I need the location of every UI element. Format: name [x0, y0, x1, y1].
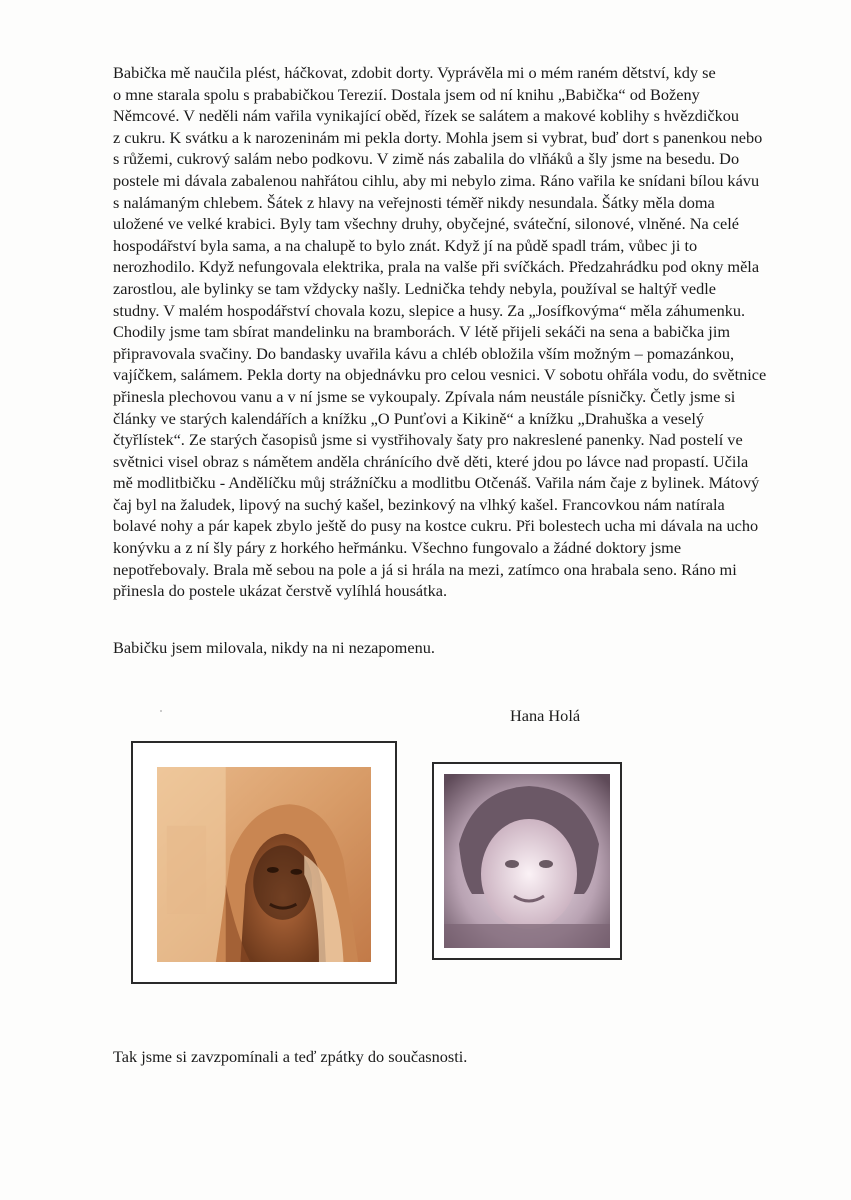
paragraph-line: světnici visel obraz s námětem anděla chránícího dvě děti, které jdou po lávce nad propastí. Učila [113, 451, 749, 471]
paragraph-line: připravovala svačiny. Do bandasky uvařila kávu a chléb obložila vším možným – pomazánkou, [113, 343, 735, 363]
paragraph-line: Chodily jsme tam sbírat mandelinku na bramborách. V létě přijeli sekáči na sena a babička jim [113, 322, 731, 342]
paragraph-line: nepotřebovaly. Brala mě sebou na pole a já si hrála na mezi, zatímco ona hrabala seno. Ráno mi [113, 559, 737, 579]
scan-speck [160, 710, 162, 712]
closing-sentence: Babičku jsem milovala, nikdy na ni nezapomenu. [113, 638, 435, 657]
paragraph-line: Němcové. V neděli nám vařila vynikající oběd, řízek se salátem a makové koblihy s hvězdičkou [113, 106, 740, 126]
paragraph-line: články ve starých kalendářích a knížku „O Punťovi a Kikině“ a knížku „Drahuška a veselý [113, 408, 705, 428]
paragraph-line: studny. V malém hospodářství chovala kozu, slepice a husy. Za „Josífkovýma“ měla záhumenku. [113, 300, 746, 320]
paragraph-line: konývku a z ní šly páry z horkého heřmánku. Všechno fungovalo a žádné doktory jsme [113, 538, 682, 558]
main-paragraph [113, 62, 767, 602]
paragraph-line: bolavé nohy a pár kapek zbylo ještě do pusy na kostce cukru. Při bolestech ucha mi dávala na ucho [113, 516, 759, 536]
paragraph-line: přinesla do postele ukázat čerstvě vylíhlá housátka. [113, 581, 448, 601]
photo-grandmother [157, 767, 371, 962]
paragraph-line: vajíčkem, salámem. Pekla dorty na objednávku pro celou vesnici. V sobotu ohřála vodu, do světnice [113, 365, 767, 385]
paragraph-line: uložené ve velké krabici. Byly tam všechny druhy, obyčejné, sváteční, silonové, vlněné. Na celé [113, 214, 740, 234]
paragraph-line: nerozhodilo. Když nefungovala elektrika, prala na valše při svíčkách. Předzahrádku pod okny měla [113, 257, 760, 277]
paragraph-line: zarostlou, ale bylinky se tam vždycky našly. Lednička tehdy nebyla, používal se haltýř vedle [113, 278, 716, 298]
paragraph-line: Babička mě naučila plést, háčkovat, zdobit dorty. Vyprávěla mi o mém raném dětství, kdy se [113, 63, 716, 82]
paragraph-line: mě modlitbičku - Andělíčku můj strážníčku a modlitbu Otčenáš. Vařila nám čaje z bylinek. Mátový [113, 473, 760, 493]
photo-girl-frame [432, 762, 622, 960]
author-signature: Hana Holá [510, 706, 581, 725]
paragraph-line: s růžemi, cukrový salám nebo podkovu. V zimě nás zabalila do vlňáků a šly jsme na besedu. Do [113, 149, 740, 169]
paragraph-line: z cukru. K svátku a k narozeninám mi pekla dorty. Mohla jsem si vybrat, buď dort s panenkou nebo [113, 127, 763, 147]
paragraph-line: hospodářství byla sama, a na chalupě to bylo znát. Když jí na půdě spadl trám, vůbec ji to [113, 235, 698, 255]
photo-girl [444, 774, 610, 948]
paragraph-line: s nalámaným chlebem. Šátek z hlavy na veřejnosti téměř nikdy nesundala. Šátky měla doma [113, 192, 715, 212]
paragraph-line: o mne starala spolu s prababičkou Terezií. Dostala jsem od ní knihu „Babička“ od Boženy [113, 84, 700, 104]
photo-grandmother-frame [131, 741, 397, 984]
paragraph-line: čtyřlístek“. Ze starých časopisů jsme si vystřihovaly šaty pro nakreslené panenky. Nad postelí ve [113, 430, 743, 450]
paragraph-line: přinesla plechovou vanu a v ní jsme se vykoupaly. Zpívala nám neustále písničky. Četly jsme si [113, 386, 736, 406]
paragraph-line: postele mi dávala zabalenou nahřátou cihlu, aby mi nebylo zima. Ráno vařila ke snídani bílou kávu [113, 170, 760, 190]
footer-sentence: Tak jsme si zavzpomínali a teď zpátky do současnosti. [113, 1047, 468, 1066]
paragraph-line: čaj byl na žaludek, lipový na suchý kašel, bezinkový na vlhký kašel. Francovkou nám natírala [113, 494, 725, 514]
